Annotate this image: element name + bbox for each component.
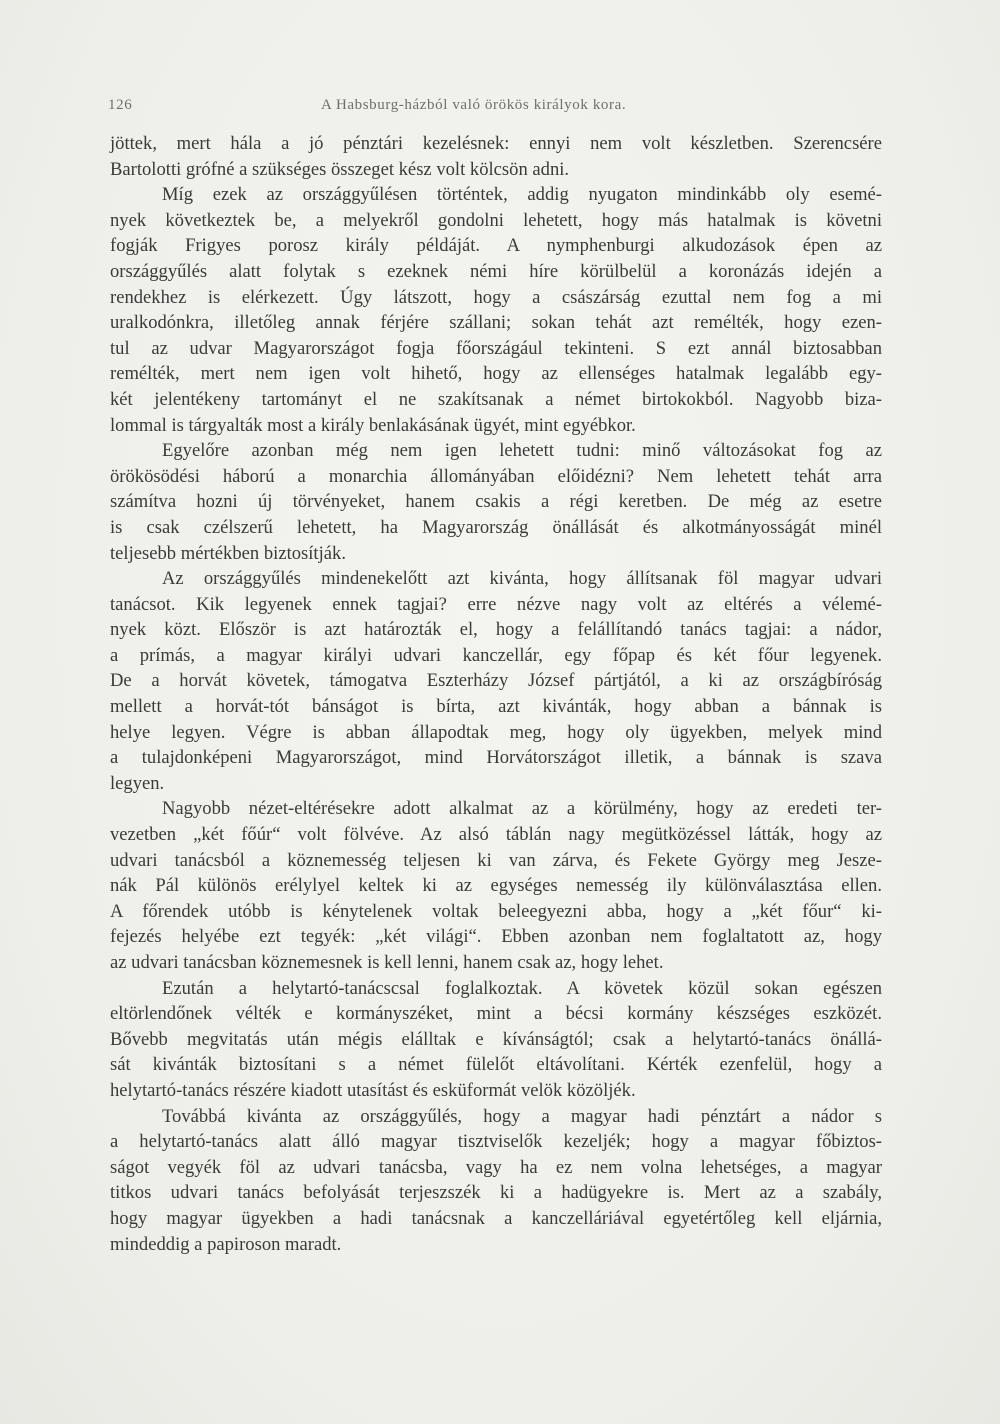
text-line: Míg ezek az országgyűlésen történtek, addig nyugaton mindinkább oly esemé-	[162, 184, 882, 206]
text-line: is csak czélszerű lehetett, ha Magyarország önállását és alkotmányosságát minél	[110, 516, 882, 538]
text-line: Nagyobb nézet-eltérésekre adott alkalmat az a körülmény, hogy az eredeti ter-	[162, 798, 882, 820]
text-line: titkos udvari tanács befolyását terjeszszék ki a hadügyekre is. Mert az a szabály,	[110, 1182, 882, 1204]
text-line: nyek közt. Először is azt határozták el, hogy a felállítandó tanács tagjai: a nádor,	[110, 619, 882, 641]
text-line: Ezután a helytartó-tanácscsal foglalkoztak. A követek közül sokan egészen	[162, 977, 882, 999]
text-line: eltörlendőnek vélték e kormányszéket, mint a bécsi kormány készséges eszközét.	[110, 1003, 882, 1025]
text-line: nyek következtek be, a melyekről gondolni lehetett, hogy más hatalmak is követni	[110, 209, 882, 231]
text-line: hogy magyar ügyekben a hadi tanácsnak a kanczelláriával egyetértőleg kell eljárnia,	[110, 1207, 882, 1229]
body-text	[110, 131, 882, 1257]
text-line: örökösödési háború a monarchia állományában előidézni? Nem lehetett tehát arra	[110, 465, 882, 487]
text-line: országgyűlés alatt folytak s ezeknek némi híre körülbelül a koronázás idején a	[110, 260, 882, 282]
text-line: sát kivánták biztosítani s a német fülelőt eltávolítani. Kérték ezenfelül, hogy a	[110, 1054, 882, 1076]
text-line: a tulajdonképeni Magyarországot, mind Horvátországot illetik, a bánnak is szava	[110, 747, 882, 769]
running-head	[108, 97, 908, 119]
page-number: 126	[108, 97, 133, 113]
text-line: lommal is tárgyalták most a király benlakásának ügyét, mint egyébkor.	[110, 414, 636, 436]
text-line: mindeddig a papiroson maradt.	[110, 1233, 342, 1255]
text-line: fogják Frigyes porosz király példáját. A nymphenburgi alkudozások épen az	[110, 235, 882, 257]
text-line: uralkodónkra, illetőleg annak férjére szállani; sokan tehát azt remélték, hogy ezen-	[110, 312, 882, 334]
text-line: Továbbá kivánta az országgyűlés, hogy a magyar hadi pénztárt a nádor s	[162, 1105, 882, 1127]
text-line: nák Pál különös erélylyel keltek ki az egységes nemesség ily különválasztása ellen.	[110, 875, 882, 897]
text-line: legyen.	[110, 772, 165, 794]
text-line: vezetben „két főúr“ volt fölvéve. Az alsó táblán nagy megütközéssel látták, hogy az	[110, 824, 882, 846]
text-line: két jelentékeny tartományt el ne szakítsanak a német birtokokból. Nagyobb biza-	[110, 388, 882, 410]
text-line: De a horvát követek, támogatva Eszterházy József pártjától, a ki az országbíróság	[110, 670, 882, 692]
running-title: A Habsburg-házból való örökös királyok kora.	[321, 97, 627, 113]
text-line: jöttek, mert hála a jó pénztári kezelésnek: ennyi nem volt készletben. Szerencsére	[110, 133, 882, 154]
text-line: fejezés helyébe ezt tegyék: „két világi“. Ebben azonban nem foglaltatott az, hogy	[110, 926, 882, 948]
text-line: Egyelőre azonban még nem igen lehetett tudni: minő változásokat fog az	[162, 440, 882, 462]
text-line: Az országgyűlés mindenekelőtt azt kivánta, hogy állítsanak föl magyar udvari	[162, 568, 882, 590]
text-line: udvari tanácsból a köznemesség teljesen ki van zárva, és Fekete György meg Jesze-	[110, 849, 882, 871]
text-line: ságot vegyék föl az udvari tanácsba, vagy ha ez nem volna lehetséges, a magyar	[110, 1156, 882, 1178]
text-line: tul az udvar Magyarországot fogja főországául tekinteni. S ezt annál biztosabban	[110, 337, 882, 359]
text-line: Bővebb megvitatás után mégis elálltak e kívánságtól; csak a helytartó-tanács önállá-	[110, 1028, 882, 1050]
text-line: az udvari tanácsban köznemesnek is kell lenni, hanem csak az, hogy lehet.	[110, 952, 664, 973]
text-line: helye legyen. Végre is abban állapodtak meg, hogy oly ügyekben, melyek mind	[110, 721, 882, 743]
text-line: a prímás, a magyar királyi udvari kanczellár, egy főpap és két főur legyenek.	[110, 644, 882, 666]
text-line: a helytartó-tanács alatt álló magyar tisztviselők kezeljék; hogy a magyar főbiztos-	[110, 1131, 882, 1153]
text-line: számítva hozni új törvényeket, hanem csakis a régi keretben. De még az esetre	[110, 491, 882, 513]
text-line: tanácsot. Kik legyenek ennek tagjai? erre nézve nagy volt az eltérés a vélemé-	[110, 593, 882, 615]
text-line: A főrendek utóbb is kénytelenek voltak beleegyezni abba, hogy a „két főur“ ki-	[110, 900, 882, 922]
text-line: helytartó-tanács részére kiadott utasítást és esküformát velök közöljék.	[110, 1079, 636, 1101]
text-line: Bartolotti grófné a szükséges összeget kész volt kölcsön adni.	[110, 158, 570, 180]
text-line: remélték, mert nem igen volt hihető, hogy az ellenséges hatalmak legalább egy-	[110, 363, 882, 385]
text-line: teljesebb mértékben biztosítják.	[110, 542, 346, 564]
text-line: mellett a horvát-tót bánságot is bírta, azt kivánták, hogy abban a bánnak is	[110, 696, 882, 718]
text-line: rendekhez is elérkezett. Úgy látszott, hogy a császárság ezuttal nem fog a mi	[110, 286, 882, 308]
